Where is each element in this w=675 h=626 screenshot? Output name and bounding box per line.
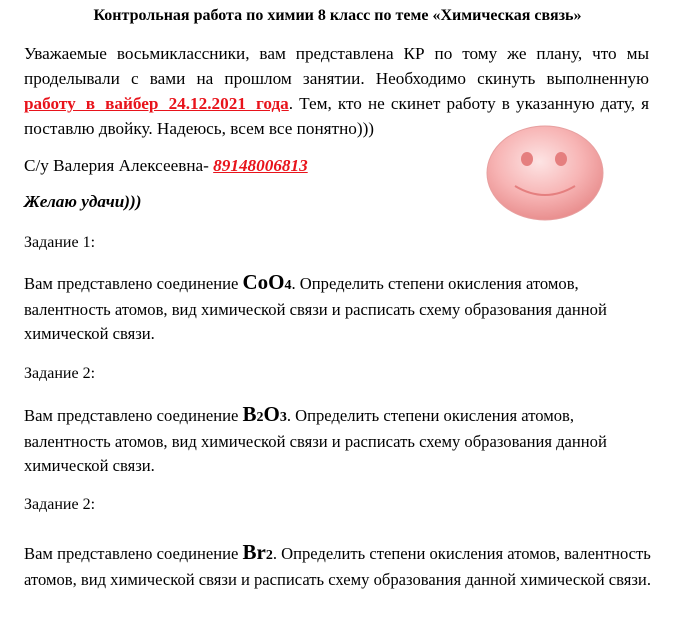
task-2-heading: Задание 2: [24, 365, 96, 382]
task-2-prefix: Вам представлено соединение [24, 406, 243, 425]
task-1-text [24, 270, 654, 346]
task-1-prefix: Вам представлено соединение [24, 274, 243, 293]
contact-label: С/у Валерия Алексеевна- [24, 156, 214, 175]
task-2-text [24, 402, 654, 478]
task-3-heading: Задание 2: [24, 496, 96, 513]
smiley-face [487, 126, 603, 220]
intro-text-after: . Тем, кто не скинет работу в указанную дату, я поставлю двойку. Надеюсь, всем все понятно))) [24, 94, 649, 138]
task-3-prefix: Вам представлено соединение [24, 544, 243, 563]
intro-text-before: Уважаемые восьмиклассники, вам представлена КР по тому же плану, что мы проделывали с вами на прошлом занятии. Необходимо скинуть выполненную [24, 44, 649, 88]
contact-phone: 89148006813 [213, 156, 308, 175]
task-2-suffix: . Определить степени окисления атомов, валентность атомов, вид химической связи и расписать схему образования данной химической связи. [24, 406, 607, 475]
task-3-suffix: . Определить степени окисления атомов, валентность атомов, вид химической связи и расписать схему образования данной химической связи. [24, 544, 651, 589]
smiley-right-eye [555, 152, 567, 166]
task-2-formula: B2O3 [242, 402, 287, 426]
smiley-left-eye [521, 152, 533, 166]
task-3-text [24, 540, 654, 592]
document-title: Контрольная работа по химии 8 класс по теме «Химическая связь» [93, 7, 582, 24]
task-3-formula: Br2 [242, 540, 273, 564]
deadline-highlight: работу в вайбер 24.12.2021 года [24, 94, 289, 113]
task-1-suffix: . Определить степени окисления атомов, валентность атомов, вид химической связи и расписать схему образования данной химической связи. [24, 274, 607, 343]
smiley-face-icon [485, 124, 605, 222]
task-1-heading: Задание 1: [24, 234, 96, 251]
task-1-formula: CoO4 [242, 270, 292, 294]
wish-text: Желаю удачи))) [24, 192, 142, 211]
contact-line [24, 155, 308, 177]
